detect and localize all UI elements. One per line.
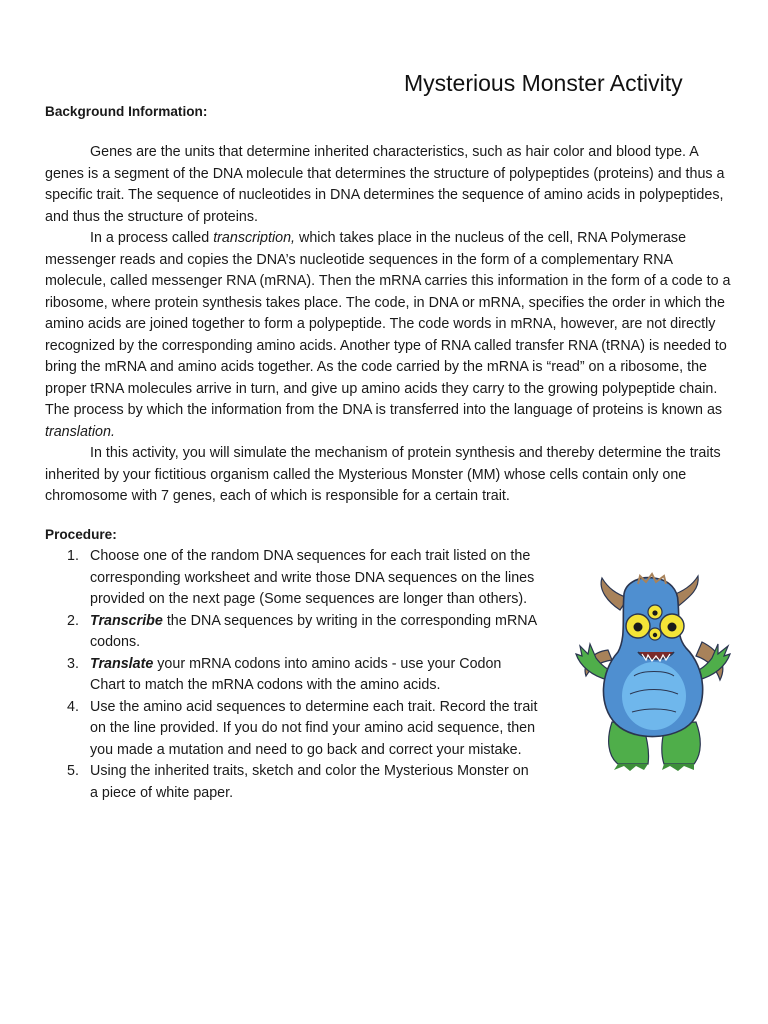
step-text: Use the amino acid sequences to determine each trait. Record the trait on the line provided. If you do not find your amino acid sequence, then you made a mutation and need to go back and correct your mistake. — [90, 698, 538, 758]
term-translation: translation. — [45, 423, 115, 440]
background-text — [45, 142, 733, 508]
procedure-step-2 — [45, 611, 540, 654]
procedure-heading: Procedure: — [45, 527, 117, 542]
term-transcription: transcription, — [213, 230, 296, 246]
step-number: 3. — [67, 655, 79, 672]
procedure-step-4 — [45, 697, 540, 762]
paragraph-transcription — [45, 228, 733, 443]
step-keyword: Translate — [90, 655, 154, 672]
paragraph-text: which takes place in the nucleus of the cell, RNA Polymerase messenger reads and copies the DNA’s nucleotide sequences in the form of a complementary RNA molecule, called messenger RNA (mRNA). Then the mRNA carries this information in the form of a code to a ribosome, where protein synthesis takes place. The code, in DNA or mRNA, specifies the order in which the amino acids are joined together to form a polypeptide. The code words in mRNA, however, are not directly recognized by the corresponding amino acids. Another type of RNA called transfer RNA (tRNA) is needed to bring the mRNA and amino acids together. As the code carried by the mRNA is “read” on a ribosome, the proper tRNA molecules arrive in turn, and give up amino acids they carry to the growing polypeptide chain. The process by which the information from the DNA is transferred into the language of proteins is known as — [45, 230, 731, 418]
paragraph-text: In this activity, you will simulate the mechanism of protein synthesis and thereby determine the traits inherited by your fictitious organism called the Mysterious Monster (MM) whose cells contain only one chromosome with 7 genes, each of which is responsible for a certain trait. — [45, 445, 721, 504]
step-number: 5. — [67, 763, 79, 779]
procedure-step-3 — [45, 654, 540, 697]
step-number: 4. — [67, 698, 79, 715]
paragraph-text: Genes are the units that determine inherited characteristics, such as hair color and blood type. A genes is a segment of the DNA molecule that determines the structure of polypeptides (proteins) and thus a specific trait. The sequence of nucleotides in DNA determines the sequence of amino acids in polypeptides, and thus the structure of proteins. — [45, 144, 725, 225]
procedure-step-1 — [45, 546, 540, 611]
paragraph-activity — [45, 443, 733, 508]
step-text: your mRNA codons into amino acids - use your Codon Chart to match the mRNA codons with the amino acids. — [90, 655, 502, 693]
page-title: Mysterious Monster Activity — [404, 70, 683, 96]
procedure-steps — [45, 546, 540, 804]
paragraph-genes — [45, 142, 733, 228]
procedure-step-5 — [45, 761, 540, 804]
step-keyword: Transcribe — [90, 612, 163, 629]
monster-illustration-icon — [568, 572, 740, 772]
step-text: Choose one of the random DNA sequences for each trait listed on the corresponding worksheet and write those DNA sequences on the lines provided on the next page (Some sequences are longer than others). — [90, 548, 535, 607]
step-text: the DNA sequences by writing in the corresponding mRNA codons. — [90, 612, 537, 650]
step-text: Using the inherited traits, sketch and color the Mysterious Monster on a piece of white paper. — [90, 763, 529, 801]
step-number: 2. — [67, 612, 79, 629]
paragraph-text: In a process called — [90, 230, 214, 246]
step-number: 1. — [67, 548, 79, 564]
background-heading: Background Information: — [45, 104, 208, 119]
